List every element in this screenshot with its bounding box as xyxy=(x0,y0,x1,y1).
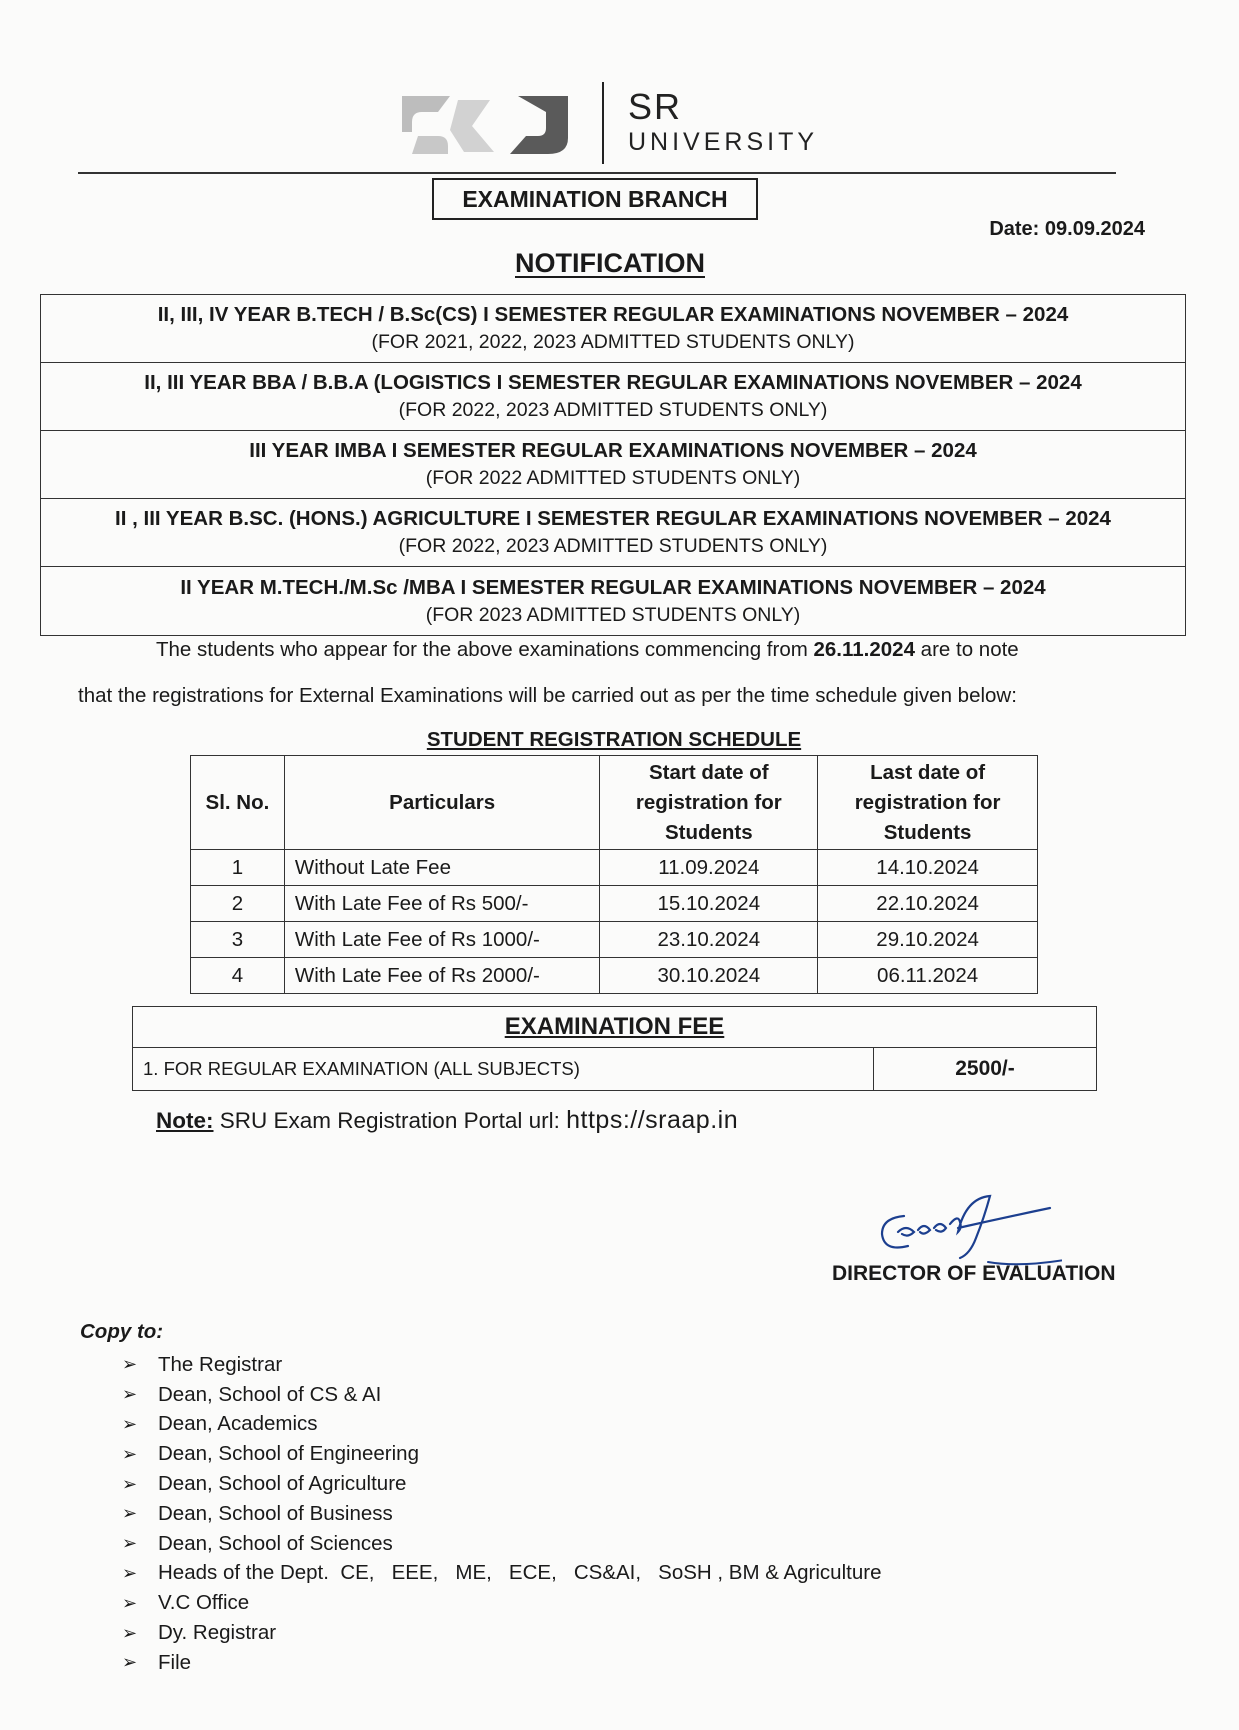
table-row xyxy=(191,958,1038,994)
copy-to-heading: Copy to: xyxy=(80,1320,164,1343)
column-header: Start date of registration for Students xyxy=(600,756,818,850)
exam-title: II, III YEAR BBA / B.B.A (LOGISTICS I SEMESTER REGULAR EXAMINATIONS NOVEMBER – 2024 xyxy=(144,371,1082,394)
list-item xyxy=(122,1350,881,1380)
logo-subtitle: UNIVERSITY xyxy=(628,128,819,156)
portal-note xyxy=(156,1106,738,1135)
logo-title: SR xyxy=(628,86,683,127)
arrow-bullet-icon: ➢ xyxy=(122,1384,138,1405)
exam-eligibility: (FOR 2022 ADMITTED STUDENTS ONLY) xyxy=(425,467,801,489)
exam-row xyxy=(41,567,1185,635)
exam-list xyxy=(40,294,1186,636)
table-cell: With Late Fee of Rs 500/- xyxy=(284,886,600,922)
intro-text: The students who appear for the above examinations commencing from xyxy=(156,638,814,661)
arrow-bullet-icon: ➢ xyxy=(122,1473,138,1494)
column-header: Particulars xyxy=(284,756,600,850)
exam-title: III YEAR IMBA I SEMESTER REGULAR EXAMINATIONS NOVEMBER – 2024 xyxy=(249,439,977,462)
list-item xyxy=(122,1439,881,1469)
branch-heading: EXAMINATION BRANCH xyxy=(432,178,758,220)
table-cell: 14.10.2024 xyxy=(818,850,1038,886)
list-item xyxy=(122,1618,881,1648)
table-cell: 15.10.2024 xyxy=(600,886,818,922)
note-label: Note: xyxy=(156,1108,214,1133)
table-cell: 11.09.2024 xyxy=(600,850,818,886)
exam-title: II , III YEAR B.SC. (HONS.) AGRICULTURE I SEMESTER REGULAR EXAMINATIONS NOVEMBER – 2024 xyxy=(115,507,1111,530)
exam-row xyxy=(41,431,1185,499)
arrow-bullet-icon: ➢ xyxy=(122,1413,138,1434)
registration-schedule-table xyxy=(190,755,1038,994)
table-cell: Without Late Fee xyxy=(284,850,600,886)
recipient: File xyxy=(158,1650,192,1674)
table-cell: 1 xyxy=(191,850,285,886)
fee-row xyxy=(133,1048,1097,1091)
exam-eligibility: (FOR 2023 ADMITTED STUDENTS ONLY) xyxy=(425,603,801,626)
recipient: Dean, School of Sciences xyxy=(158,1531,393,1555)
table-cell: 22.10.2024 xyxy=(818,886,1038,922)
list-item xyxy=(122,1410,881,1440)
table-row xyxy=(191,850,1038,886)
header-rule xyxy=(78,172,1116,174)
copy-to-list xyxy=(122,1350,881,1678)
fee-header-row xyxy=(133,1007,1097,1048)
table-cell: 23.10.2024 xyxy=(600,922,818,958)
notice-date: Date: 09.09.2024 xyxy=(989,218,1145,240)
arrow-bullet-icon: ➢ xyxy=(122,1592,138,1613)
recipient: Dean, School of Business xyxy=(158,1501,393,1525)
arrow-bullet-icon: ➢ xyxy=(122,1503,138,1524)
exam-title: II YEAR M.TECH./M.Sc /MBA I SEMESTER REGULAR EXAMINATIONS NOVEMBER – 2024 xyxy=(180,575,1046,599)
signatory-title: DIRECTOR OF EVALUATION xyxy=(832,1262,1116,1285)
note-text: SRU Exam Registration Portal url: xyxy=(213,1108,567,1133)
schedule-heading: STUDENT REGISTRATION SCHEDULE xyxy=(426,728,802,751)
table-cell: 3 xyxy=(191,922,285,958)
fee-label: 1. FOR REGULAR EXAMINATION (ALL SUBJECTS) xyxy=(133,1048,874,1091)
list-item xyxy=(122,1588,881,1618)
table-cell: With Late Fee of Rs 1000/- xyxy=(284,922,600,958)
fee-heading: EXAMINATION FEE xyxy=(133,1007,1097,1048)
logo-divider xyxy=(602,82,604,164)
arrow-bullet-icon: ➢ xyxy=(122,1443,138,1464)
commencement-date: 26.11.2024 xyxy=(813,638,915,661)
table-row xyxy=(191,886,1038,922)
list-item xyxy=(122,1499,881,1529)
exam-eligibility: (FOR 2022, 2023 ADMITTED STUDENTS ONLY) xyxy=(398,535,828,557)
arrow-bullet-icon: ➢ xyxy=(122,1354,138,1375)
table-cell: 30.10.2024 xyxy=(600,958,818,994)
table-cell: 4 xyxy=(191,958,285,994)
recipient: Dean, School of Agriculture xyxy=(158,1472,407,1496)
handwritten-signature xyxy=(862,1188,1062,1268)
exam-eligibility: (FOR 2021, 2022, 2023 ADMITTED STUDENTS ONLY) xyxy=(371,331,855,353)
exam-row xyxy=(41,363,1185,431)
intro-text: are to note xyxy=(914,638,1019,661)
examination-fee-table xyxy=(132,1006,1097,1091)
table-cell: 06.11.2024 xyxy=(818,958,1038,994)
arrow-bullet-icon: ➢ xyxy=(122,1622,138,1643)
table-cell: 29.10.2024 xyxy=(818,922,1038,958)
recipient: Dean, School of CS & AI xyxy=(158,1382,382,1406)
exam-eligibility: (FOR 2022, 2023 ADMITTED STUDENTS ONLY) xyxy=(398,399,828,421)
table-header-row xyxy=(191,756,1038,850)
recipient: Dean, School of Engineering xyxy=(158,1442,419,1466)
recipient: Dy. Registrar xyxy=(158,1621,277,1645)
list-item xyxy=(122,1559,881,1589)
arrow-bullet-icon: ➢ xyxy=(122,1533,138,1554)
table-cell: With Late Fee of Rs 2000/- xyxy=(284,958,600,994)
exam-row xyxy=(41,499,1185,567)
column-header: Sl. No. xyxy=(191,756,285,850)
table-row xyxy=(191,922,1038,958)
exam-row xyxy=(41,295,1185,363)
recipient: Heads of the Dept. CE, EEE, ME, ECE, CS&AI, SoSH , BM & Agriculture xyxy=(158,1561,882,1585)
list-item xyxy=(122,1529,881,1559)
recipient: The Registrar xyxy=(158,1352,283,1376)
list-item xyxy=(122,1648,881,1678)
university-logo-icon xyxy=(398,92,580,158)
exam-title: II, III, IV YEAR B.TECH / B.Sc(CS) I SEMESTER REGULAR EXAMINATIONS NOVEMBER – 2024 xyxy=(157,303,1069,326)
fee-amount: 2500/- xyxy=(874,1048,1097,1091)
arrow-bullet-icon: ➢ xyxy=(122,1652,138,1673)
list-item xyxy=(122,1469,881,1499)
arrow-bullet-icon: ➢ xyxy=(122,1562,138,1583)
intro-line-1 xyxy=(156,638,1226,662)
recipient: V.C Office xyxy=(158,1591,250,1615)
table-cell: 2 xyxy=(191,886,285,922)
intro-line-2: that the registrations for External Examinations will be carried out as per the time schedule given below: xyxy=(78,684,1017,707)
portal-url-link[interactable]: https://sraap.in xyxy=(566,1106,739,1134)
list-item xyxy=(122,1380,881,1410)
column-header: Last date of registration for Students xyxy=(818,756,1038,850)
recipient: Dean, Academics xyxy=(158,1412,318,1436)
notification-title: NOTIFICATION xyxy=(515,248,705,278)
